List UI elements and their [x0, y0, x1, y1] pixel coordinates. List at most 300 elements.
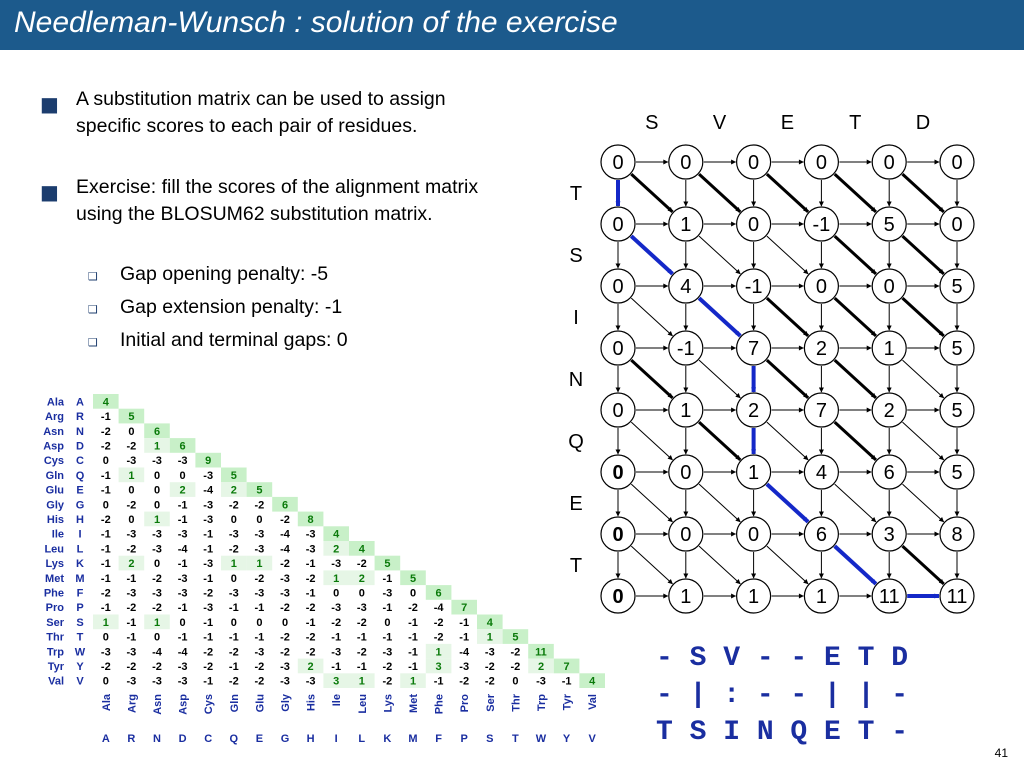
blosum-score: 3 — [435, 660, 442, 673]
blosum-col-code: P — [460, 733, 468, 745]
blosum-score: -2 — [356, 558, 367, 571]
column-residue-label: E — [780, 112, 795, 134]
matrix-cell-score: 1 — [680, 586, 692, 608]
blosum-col-code: Q — [229, 733, 239, 745]
blosum-score: -2 — [203, 587, 214, 600]
blosum-score: -3 — [203, 469, 214, 482]
blosum-score: -3 — [484, 646, 495, 659]
blosum-score: -3 — [254, 646, 265, 659]
transition-arrow — [835, 174, 876, 212]
row-residue-label: T — [569, 183, 583, 205]
blosum-score: -3 — [280, 660, 290, 673]
sub-bullet-text-3: Initial and terminal gaps: 0 — [120, 329, 348, 351]
blosum-score: -3 — [203, 558, 214, 571]
blosum-score: 1 — [256, 558, 263, 571]
column-residue-label: D — [915, 112, 931, 134]
blosum-score: -1 — [459, 631, 470, 644]
blosum-score: -2 — [280, 558, 290, 571]
alignment-middle-line: - | : - - | | - — [656, 680, 909, 711]
blosum-score: -2 — [254, 660, 265, 673]
blosum-col-name: Asp — [177, 694, 190, 715]
blosum-score: -2 — [254, 499, 265, 512]
blosum-score: 6 — [281, 499, 289, 512]
blosum-score: -3 — [177, 528, 188, 541]
matrix-cell-score: 0 — [680, 524, 692, 546]
blosum-score: 0 — [179, 469, 186, 482]
blosum-score: -1 — [177, 631, 188, 644]
blosum-col-code: T — [512, 733, 519, 745]
blosum-score: -3 — [382, 587, 393, 600]
matrix-cell-score: 5 — [883, 214, 895, 236]
blosum62-matrix — [0, 390, 620, 750]
blosum-score: -2 — [203, 646, 214, 659]
blosum-row-name: Trp — [46, 646, 64, 659]
blosum-score: -1 — [305, 616, 316, 629]
blosum-score: 1 — [409, 675, 417, 688]
blosum-score: -2 — [382, 675, 393, 688]
matrix-cell-score: 5 — [951, 276, 963, 298]
matrix-cell-score: 2 — [883, 400, 895, 422]
blosum-score: -4 — [152, 646, 162, 659]
blosum-score: -2 — [126, 440, 137, 453]
blosum-row-name: Gln — [45, 469, 64, 482]
transition-arrow — [902, 236, 943, 274]
matrix-cell-score: 0 — [680, 152, 692, 174]
blosum-row-code: C — [76, 455, 84, 468]
blosum-score: 5 — [256, 484, 263, 497]
blosum-score: -3 — [177, 675, 188, 688]
blosum-score: -1 — [382, 602, 393, 615]
blosum-row-name: Ala — [46, 396, 64, 409]
blosum-row-name: Phe — [43, 587, 64, 600]
blosum-score: 1 — [358, 675, 365, 688]
blosum-score: 1 — [153, 440, 161, 453]
blosum-score: 0 — [128, 513, 135, 526]
blosum-score: -1 — [228, 631, 239, 644]
blosum-score: 0 — [230, 616, 237, 629]
transition-arrow — [767, 174, 808, 212]
blosum-col-name: Cys — [203, 694, 216, 715]
blosum-score: -1 — [254, 631, 265, 644]
blosum-score: -2 — [433, 616, 444, 629]
bullet-text-1: A substitution matrix can be used to assign specific scores to each pair of residues. — [76, 88, 446, 137]
blosum-score: -2 — [100, 660, 111, 673]
page-number: 41 — [994, 746, 1008, 760]
column-residue-label: S — [645, 112, 659, 134]
blosum-col-code: A — [101, 733, 110, 745]
blosum-row-code: W — [74, 646, 86, 659]
blosum-row-code: V — [76, 675, 84, 688]
blosum-score: -2 — [510, 646, 521, 659]
matrix-cell-score: 11 — [946, 586, 968, 608]
traceback-arrow — [631, 236, 672, 274]
blosum-score: 5 — [409, 572, 417, 585]
blosum-row-code: H — [76, 513, 84, 526]
transition-arrow — [902, 298, 943, 336]
transition-arrow — [699, 174, 740, 212]
blosum-score: -4 — [459, 646, 470, 659]
blosum-score: -2 — [152, 572, 162, 585]
row-residue-label: T — [569, 555, 583, 577]
transition-arrow — [631, 174, 672, 212]
matrix-cell-score: 2 — [815, 338, 827, 360]
matrix-cell-score: 7 — [748, 338, 760, 360]
matrix-cell-score: 0 — [612, 462, 624, 484]
blosum-score: -1 — [408, 646, 418, 659]
blosum-row-name: Asp — [43, 440, 64, 453]
sub-bullet-text-2: Gap extension penalty: -1 — [120, 296, 343, 318]
blosum-score: 0 — [102, 675, 109, 688]
blosum-score: 11 — [535, 646, 547, 659]
blosum-col-code: S — [486, 733, 494, 745]
blosum-score: 0 — [256, 616, 263, 629]
blosum-row-code: G — [75, 499, 85, 512]
blosum-score: -3 — [203, 499, 214, 512]
bullet-marker: ■ — [40, 180, 59, 204]
blosum-score: 0 — [281, 616, 289, 629]
blosum-row-code: T — [76, 631, 84, 644]
matrix-cell-score: 7 — [815, 400, 827, 422]
blosum-row-name: Thr — [46, 631, 64, 644]
traceback-arrow — [699, 298, 740, 336]
blosum-score: -2 — [254, 572, 265, 585]
matrix-cell-score: 0 — [883, 152, 895, 174]
blosum-score: 1 — [128, 469, 135, 482]
matrix-cell-score: 0 — [612, 214, 624, 236]
blosum-score: -2 — [484, 660, 495, 673]
blosum-score: -2 — [100, 425, 111, 438]
blosum-score: -1 — [203, 675, 214, 688]
matrix-cell-score: 1 — [883, 338, 895, 360]
blosum-score: -1 — [203, 528, 214, 541]
matrix-cell-score: 5 — [951, 462, 963, 484]
blosum-score: -2 — [203, 660, 214, 673]
blosum-row-code: Q — [75, 469, 85, 482]
matrix-cell-score: 0 — [951, 152, 963, 174]
row-residue-label: N — [568, 369, 584, 391]
blosum-score: 0 — [128, 484, 135, 497]
blosum-score: -3 — [254, 543, 265, 556]
blosum-score: 0 — [102, 631, 109, 644]
alignment-result — [652, 640, 952, 750]
blosum-score: 6 — [153, 425, 161, 438]
blosum-score: -3 — [152, 455, 162, 468]
blosum-score: -1 — [228, 602, 239, 615]
blosum-score: 0 — [153, 469, 161, 482]
blosum-score: -3 — [459, 660, 470, 673]
blosum-row-code: I — [78, 528, 82, 541]
blosum-score: -4 — [280, 543, 290, 556]
blosum-col-code: D — [178, 733, 187, 745]
blosum-score: -2 — [280, 513, 290, 526]
blosum-row-code: E — [76, 484, 84, 497]
blosum-row-code: Y — [76, 660, 84, 673]
matrix-cell-score: 0 — [815, 152, 827, 174]
blosum-score: -1 — [126, 572, 137, 585]
blosum-row-name: Pro — [45, 602, 64, 615]
blosum-score: -3 — [152, 528, 162, 541]
blosum-score: -3 — [228, 587, 239, 600]
column-residue-label: T — [849, 112, 862, 134]
blosum-col-name: Gln — [228, 694, 241, 713]
blosum-row-code: P — [76, 602, 84, 615]
blosum-score: 2 — [179, 484, 186, 497]
alignment-matrix — [540, 100, 1024, 620]
matrix-cell-score: -1 — [744, 276, 763, 298]
slide-title: Needleman-Wunsch : solution of the exercise — [14, 6, 618, 39]
transition-arrow — [767, 546, 808, 584]
alignment-top-line: - S V - - E T D — [656, 643, 909, 674]
blosum-score: 2 — [230, 484, 237, 497]
blosum-score: 0 — [230, 513, 237, 526]
blosum-score: 1 — [153, 513, 161, 526]
blosum-row-name: Gly — [46, 499, 64, 512]
blosum-score: -1 — [126, 631, 137, 644]
matrix-cell-score: 5 — [951, 338, 963, 360]
blosum-score: -2 — [152, 660, 162, 673]
matrix-cell-score: 1 — [680, 214, 692, 236]
blosum-score: 0 — [153, 631, 161, 644]
blosum-score: -1 — [100, 528, 111, 541]
blosum-col-code: K — [383, 733, 392, 745]
row-residue-label: Q — [568, 431, 584, 453]
transition-arrow — [835, 236, 876, 274]
blosum-score: 5 — [512, 631, 519, 644]
blosum-col-name: His — [305, 694, 318, 712]
blosum-col-name: Ala — [100, 694, 113, 712]
blosum-score: -4 — [177, 646, 188, 659]
bullet-text-2: Exercise: fill the scores of the alignment matrix using the BLOSUM62 substitution matrix. — [76, 176, 479, 225]
blosum-score: -3 — [177, 587, 188, 600]
matrix-cell-score: 2 — [748, 400, 760, 422]
blosum-score: -2 — [254, 675, 265, 688]
blosum-score: 4 — [333, 528, 340, 541]
blosum-score: 4 — [102, 396, 109, 409]
blosum-row-name: Glu — [45, 484, 64, 497]
blosum-score: -3 — [331, 602, 342, 615]
blosum-row-name: Ile — [51, 528, 64, 541]
row-residue-label: E — [569, 493, 583, 515]
blosum-score: -1 — [203, 631, 214, 644]
blosum-score: 2 — [128, 558, 135, 571]
transition-arrow — [767, 422, 808, 460]
blosum-score: -1 — [561, 675, 572, 688]
row-residue-label: I — [573, 307, 579, 329]
blosum-row-code: A — [76, 396, 84, 409]
blosum-score: -1 — [177, 558, 188, 571]
blosum-col-name: Met — [408, 694, 420, 713]
matrix-cell-score: 0 — [883, 276, 895, 298]
blosum-score: 7 — [461, 602, 468, 615]
matrix-cell-score: 5 — [951, 400, 963, 422]
blosum-col-code: C — [204, 733, 213, 745]
blosum-score: 6 — [435, 587, 442, 600]
blosum-score: -4 — [203, 484, 214, 497]
blosum-score: 0 — [384, 616, 391, 629]
blosum-col-code: L — [358, 733, 366, 745]
blosum-score: 0 — [102, 499, 109, 512]
blosum-col-name: Glu — [254, 694, 267, 713]
transition-arrow — [767, 360, 808, 398]
blosum-score: -3 — [280, 675, 290, 688]
blosum-row-name: Ser — [46, 616, 64, 629]
blosum-row-name: Lys — [45, 558, 64, 571]
blosum-score: -2 — [228, 499, 239, 512]
blosum-row-code: K — [76, 558, 84, 571]
blosum-score: 4 — [358, 543, 365, 556]
transition-arrow — [631, 422, 672, 460]
blosum-score: 2 — [537, 660, 545, 673]
blosum-score: -1 — [177, 499, 188, 512]
blosum-score: -3 — [203, 513, 214, 526]
sub-bullet-marker: ❑ — [88, 270, 98, 283]
transition-arrow — [699, 360, 740, 398]
blosum-score: -2 — [510, 660, 521, 673]
matrix-cell-score: 4 — [680, 276, 692, 298]
transition-arrow — [631, 298, 672, 336]
blosum-score: -3 — [126, 675, 137, 688]
transition-arrow — [902, 484, 943, 522]
blosum-score: -2 — [305, 631, 316, 644]
transition-arrow — [631, 360, 672, 398]
matrix-cell-score: 8 — [951, 524, 963, 546]
blosum-score: -1 — [408, 660, 418, 673]
blosum-score: -4 — [433, 602, 444, 615]
blosum-score: -2 — [459, 675, 470, 688]
matrix-cell-score: 3 — [883, 524, 895, 546]
transition-arrow — [902, 360, 943, 398]
blosum-score: 7 — [563, 660, 570, 673]
blosum-score: -1 — [228, 660, 239, 673]
blosum-score: -3 — [331, 646, 342, 659]
blosum-score: -3 — [305, 528, 316, 541]
column-residue-label: V — [712, 112, 727, 134]
blosum-score: -2 — [126, 543, 137, 556]
blosum-col-name: Gly — [280, 694, 292, 712]
transition-arrow — [835, 484, 876, 522]
blosum-score: -1 — [177, 513, 188, 526]
blosum-score: -2 — [305, 646, 316, 659]
blosum-score: -1 — [100, 411, 111, 424]
traceback-arrow — [767, 484, 808, 522]
blosum-score: -3 — [331, 558, 342, 571]
row-residue-label: S — [569, 245, 583, 267]
blosum-score: -3 — [152, 675, 162, 688]
blosum-score: 0 — [409, 587, 417, 600]
matrix-cell-score: 1 — [680, 400, 692, 422]
matrix-cell-score: 0 — [748, 524, 760, 546]
matrix-cell-score: 1 — [815, 586, 827, 608]
blosum-score: -1 — [408, 631, 418, 644]
blosum-score: -2 — [356, 616, 367, 629]
sub-bullet-marker: ❑ — [88, 336, 98, 349]
transition-arrow — [767, 236, 808, 274]
blosum-score: -2 — [100, 440, 111, 453]
blosum-score: 0 — [128, 425, 135, 438]
blosum-score: -2 — [100, 587, 111, 600]
blosum-score: -1 — [433, 675, 444, 688]
transition-arrow — [631, 484, 672, 522]
blosum-col-name: Thr — [510, 694, 523, 712]
matrix-cell-score: 4 — [815, 462, 827, 484]
matrix-cell-score: 0 — [612, 276, 624, 298]
blosum-score: -1 — [203, 616, 214, 629]
blosum-score: 6 — [179, 440, 186, 453]
blosum-score: -2 — [331, 616, 342, 629]
blosum-score: -4 — [280, 528, 290, 541]
blosum-score: -3 — [177, 455, 188, 468]
transition-arrow — [902, 546, 943, 584]
blosum-col-name: Phe — [433, 694, 446, 715]
blosum-score: 0 — [358, 587, 365, 600]
blosum-col-name: Pro — [459, 694, 472, 713]
blosum-score: -3 — [280, 587, 290, 600]
transition-arrow — [835, 298, 876, 336]
transition-arrow — [699, 236, 740, 274]
blosum-row-code: D — [76, 440, 84, 453]
blosum-col-code: G — [280, 733, 290, 745]
blosum-score: -1 — [203, 543, 214, 556]
blosum-score: -2 — [280, 631, 290, 644]
blosum-score: -1 — [382, 631, 393, 644]
title-bar — [0, 0, 1024, 50]
blosum-col-name: Val — [587, 694, 600, 710]
blosum-score: -3 — [126, 528, 137, 541]
blosum-score: 4 — [486, 616, 493, 629]
blosum-row-name: His — [46, 513, 64, 526]
blosum-row-code: L — [76, 543, 84, 556]
blosum-row-name: Val — [48, 675, 64, 688]
matrix-cell-score: 6 — [815, 524, 827, 546]
blosum-row-name: Leu — [44, 543, 64, 556]
blosum-score: -3 — [126, 455, 137, 468]
blosum-col-name: Leu — [356, 694, 369, 714]
blosum-score: -2 — [305, 572, 316, 585]
matrix-cell-score: 1 — [748, 586, 760, 608]
blosum-score: 0 — [512, 675, 519, 688]
blosum-score: -3 — [254, 587, 265, 600]
blosum-score: -2 — [228, 543, 239, 556]
blosum-score: -1 — [126, 616, 137, 629]
matrix-cell-score: 6 — [883, 462, 895, 484]
bullet-marker: ■ — [40, 92, 59, 116]
blosum-score: -3 — [280, 572, 290, 585]
transition-arrow — [699, 422, 740, 460]
blosum-row-name: Tyr — [47, 660, 64, 673]
sub-bullet-marker: ❑ — [88, 303, 98, 316]
blosum-col-code: I — [334, 733, 338, 745]
blosum-col-name: Ile — [331, 694, 344, 707]
matrix-cell-score: 0 — [612, 524, 624, 546]
blosum-row-name: Met — [45, 572, 64, 585]
blosum-score: -1 — [459, 616, 470, 629]
blosum-score: -1 — [305, 587, 316, 600]
blosum-row-code: S — [76, 616, 84, 629]
blosum-score: -3 — [177, 660, 188, 673]
blosum-col-code: M — [408, 733, 418, 745]
blosum-score: -2 — [152, 602, 162, 615]
blosum-score: -1 — [305, 558, 316, 571]
blosum-score: -1 — [100, 469, 111, 482]
blosum-row-name: Cys — [43, 455, 64, 468]
blosum-col-name: Lys — [382, 694, 395, 713]
blosum-score: -1 — [356, 660, 367, 673]
blosum-score: 2 — [307, 660, 314, 673]
blosum-score: -1 — [408, 616, 418, 629]
blosum-score: 4 — [589, 675, 596, 688]
blosum-score: -3 — [126, 646, 137, 659]
blosum-score: -2 — [280, 646, 290, 659]
